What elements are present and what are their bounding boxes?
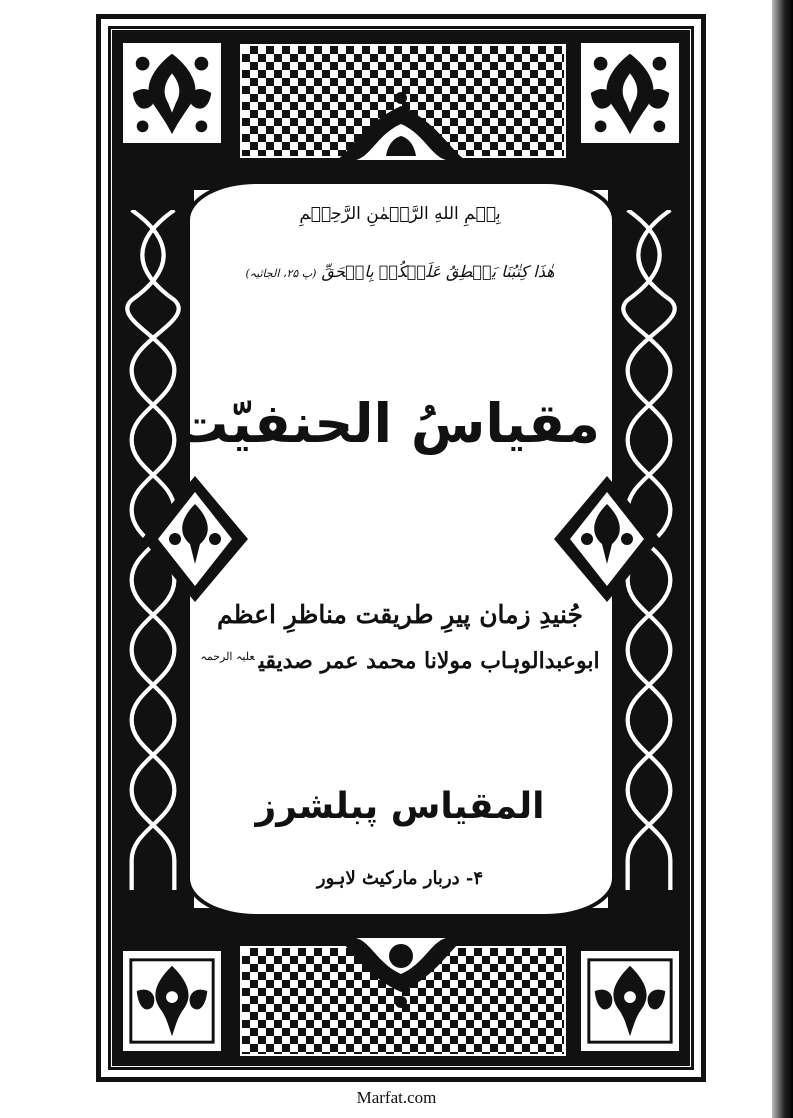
verse-reference: (پ ۲۵، الجاثیہ) [245, 267, 317, 280]
medallion-ornament-icon [552, 474, 662, 604]
author-name [200, 648, 600, 674]
crest-ornament-top [316, 86, 486, 176]
scan-edge-shadow [772, 0, 793, 1118]
floral-ornament-icon [123, 951, 221, 1051]
author-name-text: ابوعبدالوہاب مولانا محمد عمر صدیقی [258, 648, 600, 674]
quran-verse [200, 262, 600, 281]
publisher-address: ۴- دربار مارکیٹ لاہور [316, 868, 484, 889]
medallion-ornament-right [552, 474, 662, 604]
book-title: مقیاسُ الحنفیّت [174, 392, 600, 455]
author-titles: جُنیدِ زمان پیرِ طریقت مناظرِ اعظم [216, 600, 583, 629]
crest-ornament-icon [316, 86, 486, 176]
medallion-ornament-icon [140, 474, 250, 604]
bismillah-text: بِسۡمِ اللهِ الرَّحۡمٰنِ الرَّحِیۡمِ [299, 204, 501, 224]
corner-ornament-bottom-left [120, 948, 224, 1054]
author-honorific: علیہ الرحمہ [200, 649, 255, 663]
verse-text: هٰذَا كِتٰبُنَا يَنۡطِقُ عَلَيۡكُمۡ بِالۡحَقِّ [321, 262, 555, 281]
crest-ornament-icon [316, 922, 486, 1012]
floral-ornament-icon [581, 951, 679, 1051]
corner-ornament-bottom-right [578, 948, 682, 1054]
corner-ornament-top-right [578, 40, 682, 146]
floral-ornament-icon [581, 43, 679, 143]
floral-ornament-icon [123, 43, 221, 143]
crest-ornament-bottom [316, 922, 486, 1012]
medallion-ornament-left [140, 474, 250, 604]
corner-ornament-top-left [120, 40, 224, 146]
footer-site-label: Marfat.com [356, 1088, 437, 1107]
publisher-name: المقیاس پبلشرز [255, 786, 545, 827]
